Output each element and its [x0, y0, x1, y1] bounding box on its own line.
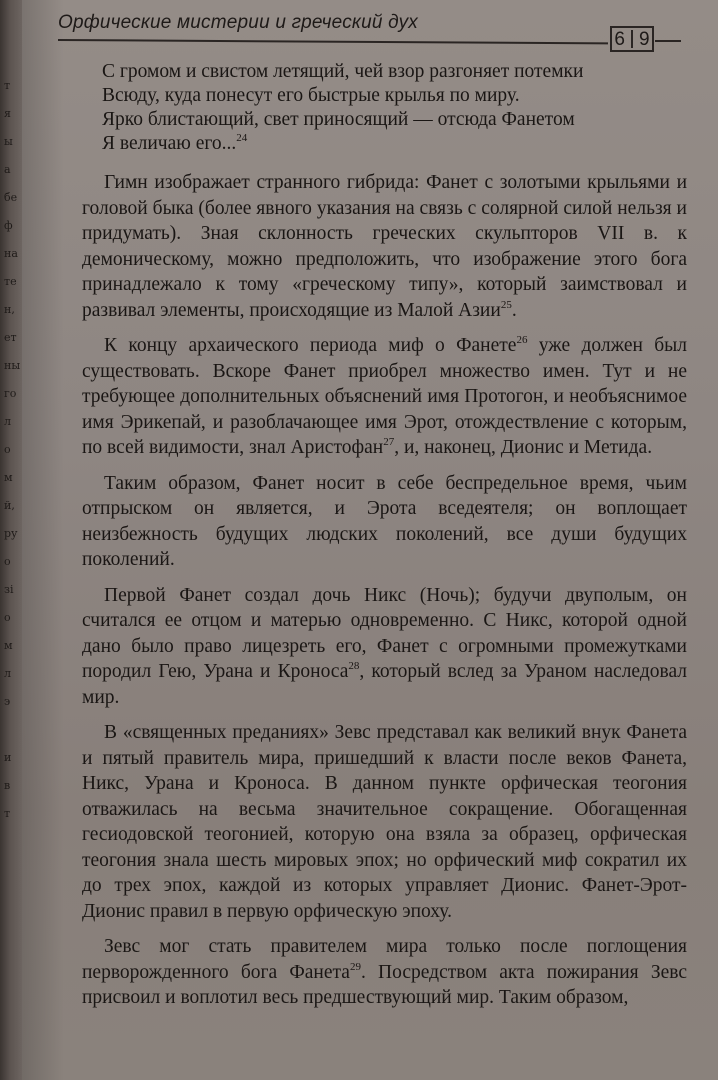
edge-fragment: ет — [4, 331, 17, 344]
edge-fragment: ны — [4, 359, 21, 372]
verse-line — [102, 84, 687, 108]
edge-fragment: бе — [4, 191, 18, 204]
edge-fragment: ру — [4, 527, 18, 540]
paragraph-text: , который вслед за Ураном наследовал мир. — [82, 661, 687, 708]
footnote-ref: 24 — [236, 132, 248, 144]
footnote-ref: 27 — [383, 436, 395, 448]
page-number-box — [610, 26, 654, 52]
paragraphs — [82, 170, 687, 1011]
header-rule — [58, 39, 608, 44]
edge-fragment: те — [4, 275, 17, 288]
edge-fragment: ы — [4, 135, 13, 148]
paragraph — [82, 720, 687, 924]
footnote-ref: 28 — [348, 660, 360, 672]
edge-fragment: зі — [4, 583, 14, 596]
verse-line-text: Всюду, куда понесут его быстрые крылья по миру. — [102, 85, 520, 106]
edge-fragment: в — [4, 779, 11, 792]
edge-fragment: й, — [4, 499, 15, 512]
edge-fragment: о — [4, 611, 11, 624]
edge-fragment: о — [4, 555, 11, 568]
edge-fragment: э — [4, 695, 11, 708]
edge-fragment: а — [4, 163, 11, 176]
paragraph-text: К концу архаического периода миф о Фанете — [104, 335, 517, 356]
verse-line — [102, 132, 687, 156]
book-page — [22, 0, 718, 1080]
edge-fragment: и — [4, 751, 12, 764]
edge-fragment: ф — [4, 219, 13, 232]
verse-line-text: С громом и свистом летящий, чей взор разгоняет потемки — [102, 61, 584, 82]
edge-fragment: м — [4, 639, 13, 652]
edge-fragment: л — [4, 415, 11, 428]
paragraph — [82, 170, 687, 323]
header-rule-right — [655, 40, 681, 42]
paragraph-text: . — [511, 299, 517, 321]
paragraph-text: В «священных преданиях» Зевс представал как великий внук Фанета и пятый правитель мира, пришедший к власти после веков Фанета, Никс, Урана и Кроноса. В данном пункте орфическая теогония отважилась на весьма значительное сокращение. Обогащенная гесиодовской теогонией, которую она взяла за образец, орфическая теогония знала шесть мировых эпох; но орфический миф сократил их до трех эпох, каждой из которых управляет Дионис. Фанет-Эрот-Дионис правил в первую орфическую эпоху. — [82, 722, 687, 922]
edge-fragment: го — [4, 387, 17, 400]
paragraph — [82, 934, 687, 1011]
paragraph-text: Первой Фанет создал дочь Никс (Ночь); будучи двуполым, он считался ее отцом и матерью одновременно. С Никс, которой одной дано было право лицезреть его, Фанет с огромными промежутками породил Гею, Урана и Кроноса — [82, 584, 687, 682]
footnote-ref: 26 — [516, 334, 528, 346]
paragraph-text: , и, наконец, Дионис и Метида. — [394, 437, 653, 458]
edge-fragment: я — [4, 107, 11, 120]
paragraph-text: Таким образом, Фанет носит в себе беспредельное время, чьим отпрыском он является, и Эрота вседеятеля; он воплощает неизбежность будущих людских поколений, все души будущих поколений. — [82, 472, 687, 570]
page-number-separator — [631, 30, 633, 48]
edge-fragment: л — [4, 667, 11, 680]
edge-fragment: т — [4, 807, 11, 820]
verse-line-text: Я величаю его... — [102, 133, 237, 154]
footnote-ref: 25 — [500, 298, 512, 311]
verse-line-text: Ярко блистающий, свет приносящий — отсюда Фанетом — [102, 109, 575, 130]
edge-fragment: н, — [4, 303, 15, 316]
footnote-ref: 29 — [349, 960, 361, 973]
paragraph — [82, 333, 687, 461]
paragraph-text: уже должен был существовать. Вскоре Фанет приобрел множество имен. Тут и не требующее дополнительных объяснений имя Протогон, и необъяснимое имя Эрикепай, и разоблачающее имя Эрот, отождествление с которым, по всей видимости, знал Аристофан — [82, 335, 687, 458]
paragraph-text: . Посредством акта пожирания Зевс присвоил и воплотил весь предшествующий мир. Таким образом, — [82, 961, 687, 1008]
paragraph — [82, 583, 687, 711]
edge-fragment: о — [4, 443, 11, 456]
verse-line — [102, 60, 687, 84]
edge-fragment: т — [4, 79, 11, 92]
hymn-verse — [102, 60, 687, 156]
page-header — [58, 8, 678, 48]
page-body — [82, 60, 687, 1021]
running-title: Орфические мистерии и греческий дух — [58, 12, 418, 33]
edge-fragment: м — [4, 471, 13, 484]
page-number-digit-left: 6 — [614, 28, 625, 50]
paragraph — [82, 471, 687, 573]
verse-line — [102, 108, 687, 132]
paragraph-text: Гимн изображает странного гибрида: Фанет с золотыми крыльями и головой быка (более явного указания на связь с солярной силой нельзя и придумать). Зная склонность греческих скульпторов VII в. к демоническому, можно предположить, что изображение этого бога принадлежало к тому «греческому типу», который заимствовал и развивал элементы, происходящие из Малой Азии — [82, 172, 687, 321]
edge-fragment: на — [4, 247, 18, 260]
page-number-digit-right: 9 — [639, 28, 650, 50]
book-spine — [0, 0, 22, 1080]
paragraph-text: Зевс мог стать правителем мира только после поглощения перворожденного бога Фанета — [82, 936, 687, 983]
